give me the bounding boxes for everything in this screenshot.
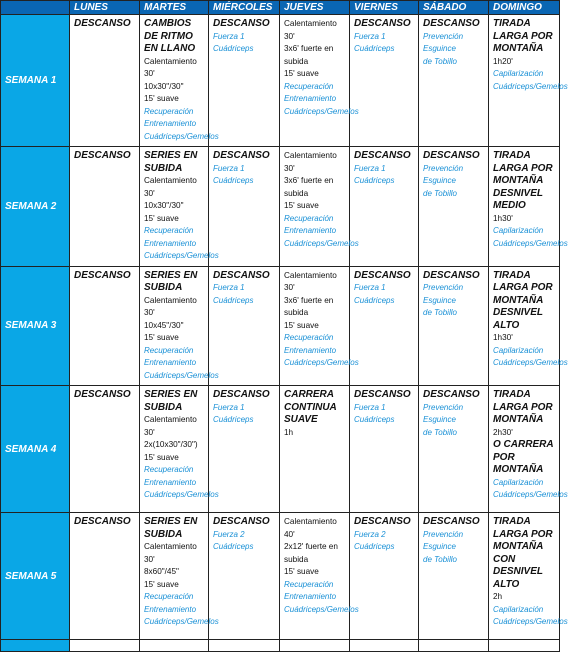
day-cell — [280, 386, 350, 513]
session-note: Cuádriceps/Gemelos — [144, 131, 219, 141]
session-detail: Calentamiento 30' — [144, 415, 197, 437]
session-title: DESCANSO — [74, 150, 131, 161]
day-cell — [70, 513, 140, 640]
session-title: DESCANSO — [74, 269, 131, 281]
session-title: DESCANSO — [354, 516, 411, 527]
footer-cell — [489, 640, 560, 652]
session-title: DESCANSO — [423, 516, 480, 527]
footer-cell — [419, 640, 489, 652]
session-title: DESCANSO — [213, 269, 270, 281]
day-cell — [419, 266, 489, 386]
day-cell — [489, 15, 568, 147]
day-cell — [140, 147, 219, 267]
session-note: Recuperación — [144, 592, 194, 601]
session-title: DESCANSO — [354, 150, 411, 161]
session-note: Recuperación — [284, 333, 334, 342]
session-note: Prevención Esguince — [423, 31, 464, 53]
session-title: DESCANSO — [354, 269, 411, 281]
day-cell — [140, 15, 219, 147]
session-detail: 2x(10x30"/30") — [144, 440, 198, 449]
header-day: DOMINGO — [489, 1, 560, 15]
week-row — [1, 15, 560, 147]
session-detail: 3x6' fuerte en — [284, 295, 334, 305]
session-note: Entrenamiento — [284, 226, 337, 235]
header-day: SÁBADO — [419, 1, 489, 15]
footer-week-cell — [1, 640, 70, 652]
session-note: Cuádriceps/Gemelos — [144, 370, 219, 380]
session-title: DESCANSO — [354, 389, 411, 400]
header-day: MIÉRCOLES — [209, 1, 280, 15]
day-cell — [489, 513, 568, 640]
session-note: Fuerza 1 — [354, 283, 386, 292]
session-note: Prevención Esguince — [423, 529, 464, 551]
session-note: Recuperación — [284, 579, 334, 589]
session-note: Capilarización — [493, 477, 544, 487]
session-detail: 1h — [284, 427, 294, 437]
session-title: DESCANSO — [213, 516, 270, 527]
footer-cell — [209, 640, 280, 652]
day-cell — [350, 386, 419, 513]
session-title: TIRADA LARGA POR MONTAÑA — [493, 389, 553, 425]
footer-cell — [70, 640, 140, 652]
session-note: Recuperación — [144, 226, 194, 235]
session-title: DESCANSO — [74, 516, 131, 527]
session-note: Fuerza 1 — [213, 31, 245, 41]
day-cell — [489, 147, 568, 267]
session-title-alt: O CARRERA POR MONTAÑA — [493, 439, 554, 475]
session-note: Entrenamiento — [284, 345, 337, 355]
session-title: SERIES EN SUBIDA — [144, 269, 198, 293]
session-note: Fuerza 2 — [213, 529, 245, 539]
session-title: DESCANSO — [213, 150, 270, 161]
session-title: TIRADA LARGA POR MONTAÑA DESNIVEL ALTO — [493, 269, 553, 331]
session-detail: 10x30"/30" — [144, 201, 184, 210]
session-detail: Calentamiento 30' — [284, 19, 337, 41]
day-cell — [209, 15, 280, 147]
week-label: SEMANA 1 — [1, 15, 70, 147]
session-note: Recuperación — [144, 465, 194, 474]
session-detail: 1h20' — [493, 56, 513, 66]
day-cell — [140, 386, 219, 513]
session-note: Cuádriceps — [354, 542, 395, 551]
session-note: Cuádriceps/Gemelos — [144, 617, 219, 626]
session-detail: Calentamiento 40' — [284, 517, 337, 539]
session-note: Entrenamiento — [284, 94, 337, 103]
day-cell — [489, 386, 568, 513]
session-note: Cuádriceps — [213, 176, 254, 185]
session-detail: 15' suave — [284, 69, 319, 78]
day-cell — [350, 15, 419, 147]
session-note: Cuádriceps — [213, 415, 254, 424]
session-note: Fuerza 2 — [354, 529, 386, 539]
session-title: DESCANSO — [74, 389, 131, 400]
session-note: Cuádriceps/Gemelos — [493, 81, 568, 91]
day-cell — [489, 266, 568, 386]
session-detail: 10x30"/30" — [144, 81, 184, 91]
session-note: Cuádriceps/Gemelos — [284, 106, 359, 116]
session-note: Capilarización — [493, 345, 544, 355]
session-note: Cuádriceps/Gemelos — [144, 490, 219, 499]
session-detail: subida — [284, 308, 309, 317]
day-cell — [70, 266, 140, 386]
session-note: Fuerza 1 — [354, 402, 386, 412]
session-note: Cuádriceps — [213, 44, 254, 53]
session-note: Entrenamiento — [144, 477, 197, 487]
session-title: CAMBIOS DE RITMO EN LLANO — [144, 18, 196, 54]
session-note: Cuádriceps/Gemelos — [493, 238, 568, 248]
session-detail: 15' suave — [144, 94, 179, 103]
session-detail: 1h30' — [493, 213, 513, 223]
day-cell — [70, 15, 140, 147]
week-row — [1, 147, 560, 267]
session-detail: 2x12' fuerte en — [284, 542, 338, 551]
footer-row — [1, 640, 560, 652]
session-note: Cuádriceps/Gemelos — [284, 238, 359, 248]
session-note: Fuerza 1 — [354, 163, 386, 173]
week-label: SEMANA 3 — [1, 266, 70, 386]
header-day: MARTES — [140, 1, 209, 15]
week-row — [1, 513, 560, 640]
session-detail: Calentamiento 30' — [144, 56, 197, 78]
session-note: Recuperación — [144, 345, 194, 355]
day-cell — [70, 386, 140, 513]
session-detail: 2h — [493, 592, 503, 601]
day-cell — [70, 147, 140, 267]
session-note: Entrenamiento — [144, 119, 197, 128]
session-note: Capilarización — [493, 226, 544, 235]
day-cell — [280, 147, 359, 267]
day-cell — [419, 15, 489, 147]
session-title: TIRADA LARGA POR MONTAÑA — [493, 18, 553, 54]
session-detail: Calentamiento 30' — [144, 176, 197, 198]
day-cell — [209, 386, 280, 513]
header-day: LUNES — [70, 1, 140, 15]
session-note: Capilarización — [493, 69, 544, 78]
week-row — [1, 386, 560, 513]
day-cell — [209, 513, 280, 640]
footer-cell — [280, 640, 350, 652]
session-title: CARRERA CONTINUA SUAVE — [284, 389, 337, 425]
day-cell — [209, 147, 280, 267]
session-detail: Calentamiento 30' — [144, 295, 197, 317]
header-day: JUEVES — [280, 1, 350, 15]
session-detail: 8x60"/45" — [144, 567, 179, 576]
header-corner — [1, 1, 70, 15]
session-note: Entrenamiento — [284, 592, 337, 601]
day-cell — [350, 147, 419, 267]
session-note: Cuádriceps/Gemelos — [144, 251, 219, 260]
session-note: Cuádriceps — [354, 295, 395, 305]
day-cell — [140, 266, 219, 386]
session-title: SERIES EN SUBIDA — [144, 389, 198, 413]
session-title: DESCANSO — [423, 18, 480, 29]
week-label: SEMANA 4 — [1, 386, 70, 513]
day-cell — [280, 513, 359, 640]
session-note: Fuerza 1 — [213, 283, 245, 292]
session-note: Prevención Esguince — [423, 402, 464, 424]
session-title: DESCANSO — [213, 18, 270, 29]
session-note: de Tobillo — [423, 554, 457, 564]
session-detail: Calentamiento 30' — [284, 151, 337, 173]
session-note: Cuádriceps — [213, 542, 254, 551]
day-cell — [209, 266, 280, 386]
session-title: DESCANSO — [213, 389, 270, 400]
session-note: Fuerza 1 — [213, 163, 245, 173]
session-detail: 15' suave — [284, 320, 319, 330]
session-note: Recuperación — [284, 81, 334, 91]
day-cell — [280, 15, 359, 147]
session-title: TIRADA LARGA POR MONTAÑA CON DESNIVEL ALTO — [493, 516, 553, 590]
session-detail: subida — [284, 554, 309, 564]
session-detail: 3x6' fuerte en — [284, 176, 334, 185]
session-note: Cuádriceps/Gemelos — [493, 358, 568, 367]
session-detail: 3x6' fuerte en — [284, 44, 334, 53]
day-cell — [419, 513, 489, 640]
day-cell — [350, 513, 419, 640]
session-title: DESCANSO — [423, 150, 480, 161]
week-label: SEMANA 2 — [1, 147, 70, 267]
session-title: DESCANSO — [74, 18, 131, 29]
session-note: Entrenamiento — [144, 604, 197, 614]
session-detail: 10x45"/30" — [144, 320, 184, 330]
session-title: DESCANSO — [423, 389, 480, 400]
session-detail: subida — [284, 56, 309, 66]
session-note: Fuerza 1 — [354, 31, 386, 41]
day-cell — [140, 513, 219, 640]
header-day: VIERNES — [350, 1, 419, 15]
session-note: Cuádriceps/Gemelos — [284, 358, 359, 367]
footer-cell — [140, 640, 209, 652]
session-note: Cuádriceps — [354, 415, 395, 424]
header-row — [1, 1, 560, 15]
session-note: Cuádriceps — [354, 44, 395, 53]
session-title: TIRADA LARGA POR MONTAÑA DESNIVEL MEDIO — [493, 150, 553, 211]
day-cell — [280, 266, 359, 386]
session-detail: 1h30' — [493, 333, 513, 342]
session-note: Fuerza 1 — [213, 402, 245, 412]
session-note: Entrenamiento — [144, 358, 197, 367]
session-note: Entrenamiento — [144, 238, 197, 248]
footer-cell — [350, 640, 419, 652]
session-note: Cuádriceps/Gemelos — [284, 604, 359, 614]
session-note: Cuádriceps/Gemelos — [493, 490, 568, 499]
session-detail: subida — [284, 188, 309, 198]
session-detail: 2h30' — [493, 427, 513, 437]
session-detail: 15' suave — [144, 579, 179, 589]
session-note: de Tobillo — [423, 308, 457, 317]
session-note: Prevención Esguince — [423, 283, 464, 305]
session-detail: 15' suave — [284, 567, 319, 576]
session-note: Cuádriceps — [354, 176, 395, 185]
session-note: Cuádriceps/Gemelos — [493, 617, 568, 626]
session-note: Recuperación — [284, 213, 334, 223]
day-cell — [419, 147, 489, 267]
session-note: Cuádriceps — [213, 295, 254, 305]
session-detail: 15' suave — [144, 333, 179, 342]
session-note: de Tobillo — [423, 56, 457, 66]
session-title: DESCANSO — [423, 269, 480, 281]
week-label: SEMANA 5 — [1, 513, 70, 640]
session-note: de Tobillo — [423, 188, 457, 198]
session-detail: Calentamiento 30' — [284, 270, 337, 292]
session-note: Prevención Esguince — [423, 163, 464, 185]
session-detail: Calentamiento 30' — [144, 542, 197, 564]
day-cell — [350, 266, 419, 386]
week-row — [1, 266, 560, 386]
session-detail: 15' suave — [284, 201, 319, 210]
session-title: SERIES EN SUBIDA — [144, 516, 198, 540]
session-note: de Tobillo — [423, 427, 457, 437]
session-note: Recuperación — [144, 106, 194, 116]
session-detail: 15' suave — [144, 213, 179, 223]
session-title: SERIES EN SUBIDA — [144, 150, 198, 174]
session-title: DESCANSO — [354, 18, 411, 29]
session-note: Capilarización — [493, 604, 544, 614]
session-detail: 15' suave — [144, 452, 179, 462]
day-cell — [419, 386, 489, 513]
